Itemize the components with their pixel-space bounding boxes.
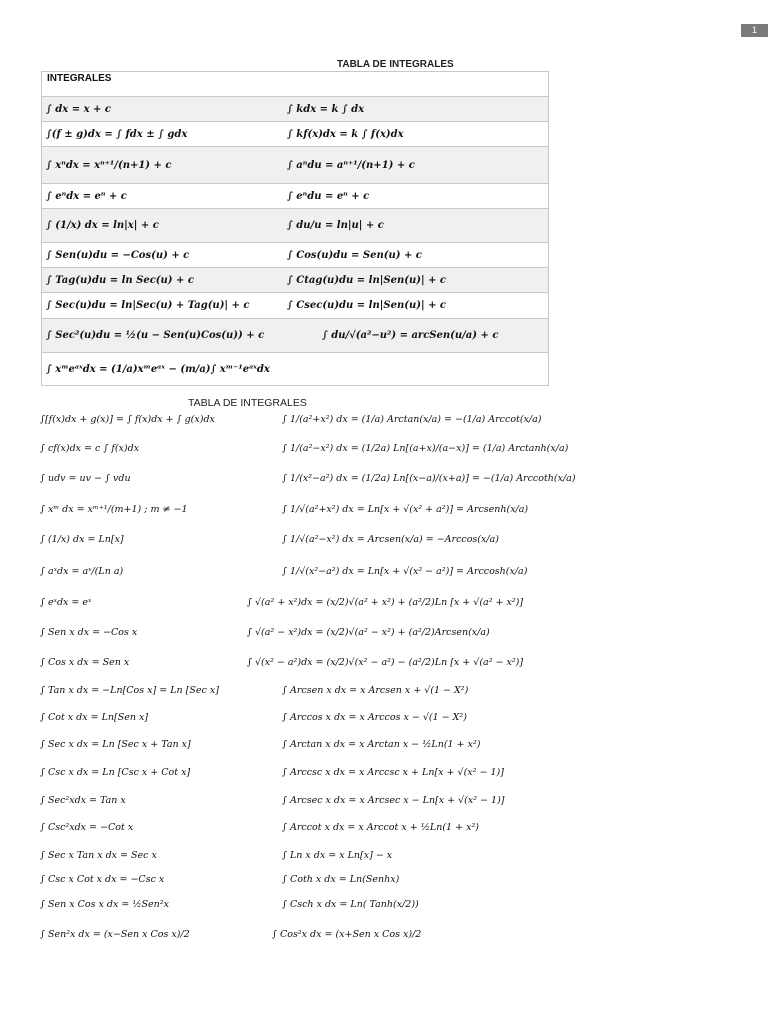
formula-right: ∫ du/√(a²−u²) = arcSen(u/a) + c	[322, 330, 499, 341]
formula-right: ∫ 1/√(x²−a²) dx = Ln[x + √(x² − a²)] = Arccosh(x/a)	[282, 566, 528, 577]
formula-right: ∫ kdx = k ∫ dx	[287, 104, 365, 115]
formula-right: ∫ 1/(a²+x²) dx = (1/a) Arctan(x/a) = −(1/a) Arccot(x/a)	[282, 414, 542, 425]
table-row	[42, 242, 548, 267]
formula-left: ∫ aˣdx = aˣ/(Ln a)	[40, 566, 124, 577]
formula-left: ∫ Tan x dx = −Ln[Cos x] = Ln [Sec x]	[40, 685, 219, 696]
formula-right: ∫ 1/√(a²+x²) dx = Ln[x + √(x² + a²)] = Arcsenh(x/a)	[282, 504, 529, 515]
table-row	[42, 208, 548, 242]
page-title-top: TABLA DE INTEGRALES	[337, 59, 454, 70]
table-row	[42, 96, 548, 121]
formula-right: ∫ aⁿdu = aⁿ⁺¹/(n+1) + c	[287, 160, 415, 171]
formula-left: ∫(f ± g)dx = ∫ fdx ± ∫ gdx	[46, 129, 188, 140]
formula-left: ∫ Sec x dx = Ln [Sec x + Tan x]	[40, 739, 191, 750]
formula-left: ∫ dx = x + c	[46, 104, 111, 115]
formula-right: ∫ Arcsec x dx = x Arcsec x − Ln[x + √(x² − 1)]	[282, 795, 505, 806]
formula-right: ∫ 1/(a²−x²) dx = (1/2a) Ln[(a+x)/(a−x)] = (1/a) Arctanh(x/a)	[282, 443, 569, 454]
formula-right: ∫ Ctag(u)du = ln|Sen(u)| + c	[287, 275, 447, 286]
table-row	[42, 292, 548, 318]
formula-right: ∫ Csec(u)du = ln|Sen(u)| + c	[287, 300, 447, 311]
integrals-table	[41, 71, 549, 386]
formula-left: ∫ xᵐeᵃˣdx = (1/a)xᵐeᵃˣ − (m/a)∫ xᵐ⁻¹eᵃˣdx	[46, 364, 270, 375]
formula-left: ∫ Csc²xdx = −Cot x	[40, 822, 134, 833]
formula-right: ∫ √(a² + x²)dx = (x/2)√(a² + x²) + (a²/2)Ln [x + √(a² + x²)]	[247, 597, 524, 608]
formula-right: ∫ Arccot x dx = x Arccot x + ½Ln(1 + x²)	[282, 822, 479, 833]
table-row	[42, 352, 548, 385]
formula-right: ∫ Cos(u)du = Sen(u) + c	[287, 250, 422, 261]
formula-right: ∫ eⁿdu = eⁿ + c	[287, 191, 370, 202]
formula-left: ∫ Sec²(u)du = ½(u − Sen(u)Cos(u)) + c	[46, 330, 265, 341]
table-row	[42, 146, 548, 183]
formula-right: ∫ 1/(x²−a²) dx = (1/2a) Ln[(x−a)/(x+a)] = −(1/a) Arccoth(x/a)	[282, 473, 576, 484]
formula-right: ∫ kf(x)dx = k ∫ f(x)dx	[287, 129, 404, 140]
formula-right: ∫ Arctan x dx = x Arctan x − ½Ln(1 + x²)	[282, 739, 481, 750]
formula-right: ∫ Arcsen x dx = x Arcsen x + √(1 − X²)	[282, 685, 469, 696]
formula-right: ∫ Coth x dx = Ln(Senhx)	[282, 874, 400, 885]
formula-left: ∫ Sec(u)du = ln|Sec(u) + Tag(u)| + c	[46, 300, 250, 311]
formula-left: ∫ cf(x)dx = c ∫ f(x)dx	[40, 443, 140, 454]
formula-left: ∫ (1/x) dx = ln|x| + c	[46, 220, 159, 231]
formula-right: ∫ √(x² − a²)dx = (x/2)√(x² − a²) − (a²/2)Ln [x + √(a² − x²)]	[247, 657, 524, 668]
table-row	[42, 318, 548, 352]
formula-right: ∫ du/u = ln|u| + c	[287, 220, 384, 231]
table-row	[42, 183, 548, 208]
formula-right: ∫ √(a² − x²)dx = (x/2)√(a² − x²) + (a²/2)Arcsen(x/a)	[247, 627, 490, 638]
formula-left: ∫ (1/x) dx = Ln[x]	[40, 534, 124, 545]
formula-right: ∫ Cos²x dx = (x+Sen x Cos x)/2	[272, 929, 422, 940]
formula-right: ∫ Arccsc x dx = x Arccsc x + Ln[x + √(x² − 1)]	[282, 767, 504, 778]
formula-left: ∫ Csc x Cot x dx = −Csc x	[40, 874, 165, 885]
formula-left: ∫ Cos x dx = Sen x	[40, 657, 130, 668]
formula-left: ∫ Sen x dx = −Cos x	[40, 627, 138, 638]
table-row	[42, 121, 548, 146]
formula-left: ∫ Sec x Tan x dx = Sec x	[40, 850, 157, 861]
formula-right: ∫ Ln x dx = x Ln[x] − x	[282, 850, 393, 861]
formula-left: ∫ Cot x dx = Ln[Sen x]	[40, 712, 149, 723]
formula-left: ∫ Sen x Cos x dx = ½Sen²x	[40, 899, 169, 910]
formula-left: ∫[f(x)dx + g(x)] = ∫ f(x)dx + ∫ g(x)dx	[40, 414, 215, 425]
formula-left: ∫ Sen²x dx = (x−Sen x Cos x)/2	[40, 929, 190, 940]
formula-right: ∫ Arccos x dx = x Arccos x − √(1 − X²)	[282, 712, 467, 723]
formula-right: ∫ 1/√(a²−x²) dx = Arcsen(x/a) = −Arccos(x/a)	[282, 534, 499, 545]
table-row	[42, 267, 548, 292]
formula-left: ∫ Sec²xdx = Tan x	[40, 795, 126, 806]
formula-left: ∫ xᵐ dx = xᵐ⁺¹/(m+1) ; m ≠ −1	[40, 504, 188, 515]
formula-left: ∫ eⁿdx = eⁿ + c	[46, 191, 127, 202]
formula-left: ∫ Csc x dx = Ln [Csc x + Cot x]	[40, 767, 191, 778]
formula-left: ∫ xⁿdx = xⁿ⁺¹/(n+1) + c	[46, 160, 172, 171]
table-header: INTEGRALES	[47, 73, 112, 84]
formula-left: ∫ udv = uv − ∫ vdu	[40, 473, 131, 484]
formula-left: ∫ eˣdx = eˣ	[40, 597, 92, 608]
formula-left: ∫ Sen(u)du = −Cos(u) + c	[46, 250, 190, 261]
page-title-bottom: TABLA DE INTEGRALES	[188, 397, 307, 409]
formula-right: ∫ Csch x dx = Ln( Tanh(x/2))	[282, 899, 419, 910]
page-number-badge: 1	[741, 24, 768, 37]
formula-left: ∫ Tag(u)du = ln Sec(u) + c	[46, 275, 194, 286]
